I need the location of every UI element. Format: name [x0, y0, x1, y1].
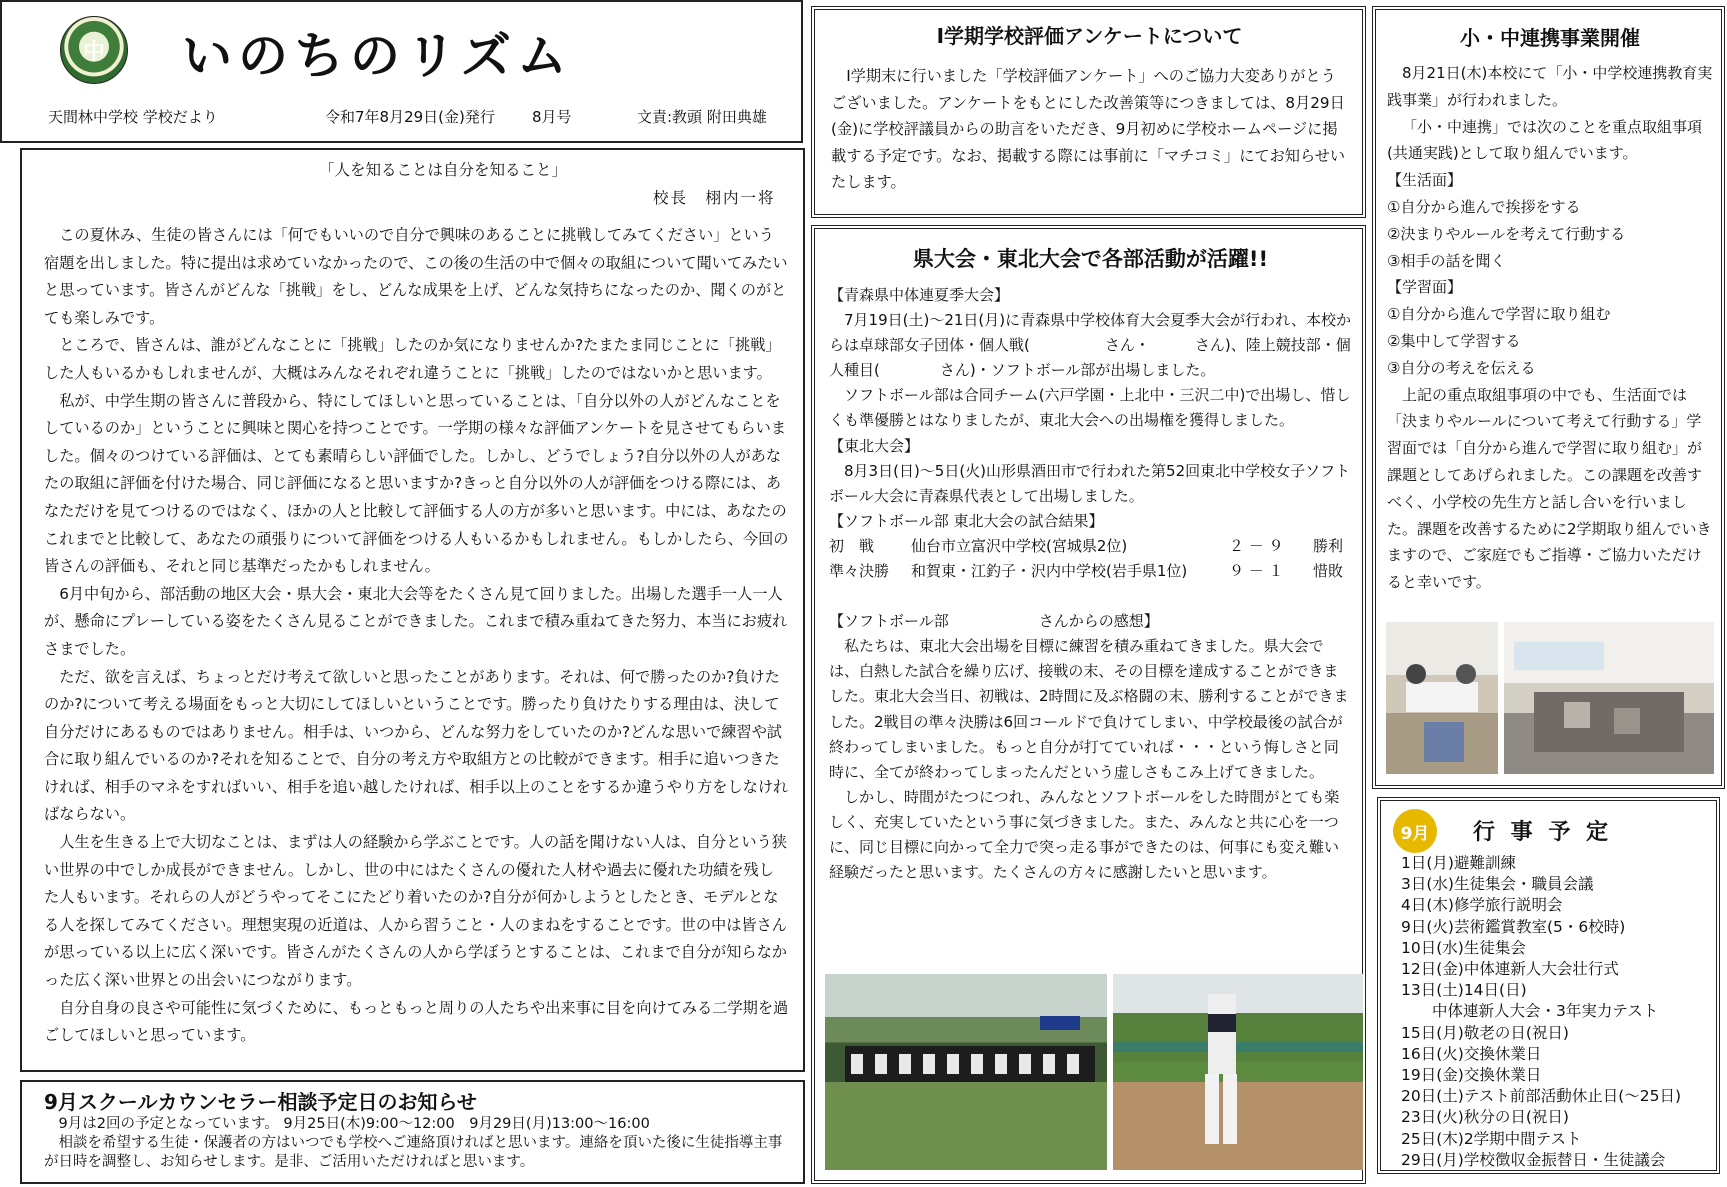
principal-paragraph: この夏休み、生徒の皆さんには「何でもいいので自分で興味のあることに挑戦してみてください」という宿題を出しました。特に提出は求めていなかったので、この後の生活の中で個々の取組について聞いてみたいと思っています。皆さんがどんな「挑戦」をし、どんな成果を上げ、どんな気持ちになったのか、聞くのがとても楽しみです。 — [44, 226, 788, 327]
person-shape — [1456, 664, 1476, 684]
clubs-section — [811, 225, 1366, 1184]
schedule-event: 13日(土)14日(日) — [1401, 981, 1527, 1000]
team-photo-figures — [825, 974, 1107, 1170]
schedule-event: 29日(月)学校徴収金振替日・生徒議会 — [1401, 1150, 1666, 1169]
renkei-item: ③相手の話を聞く — [1387, 251, 1506, 270]
result-round: 準々決勝 — [829, 562, 890, 581]
renkei-heading: 【生活面】 — [1387, 171, 1463, 190]
renkei-paragraph: 「小・中連携」では次のことを重点取組事項(共通実践)として取り組んでいます。 — [1387, 117, 1703, 163]
counselor-title: 9月スクールカウンセラー相談予定日のお知らせ — [44, 1090, 477, 1114]
clubs-body — [829, 283, 1352, 885]
renkei-photo-1 — [1386, 622, 1498, 774]
softball-pitcher-photo — [1113, 974, 1363, 1170]
pitcher-shirt-shape — [1208, 1014, 1236, 1032]
school-name: 天間林中学校 学校だより — [48, 108, 218, 126]
fence-shape — [1113, 1042, 1363, 1052]
schedule-title: 行 事 予 定 — [1473, 820, 1612, 845]
author: 文責:教頭 附田典雄 — [637, 108, 767, 126]
schedule-event: 12日(金)中体連新人大会壮行式 — [1401, 960, 1619, 979]
clubs-paragraph: しかし、時間がたつにつれ、みんなとソフトボールをした時間がとても楽しく、充実していたという事に気づきました。また、みんなと共に心を一つに、同じ目標に向かって全力で突っ走る事ができたのは、何事にも変え難い経験だったと思います。たくさんの方々に感謝したいと思います。 — [829, 787, 1340, 882]
principal-paragraph: 私が、中学生期の皆さんに普段から、特にしてほしいと思っていることは、「自分以外の人がどんなことをしているのか」ということに興味と関心を持つことです。一学期の様々な評価アンケートを見させてもらいました。個々のつけている評価は、とても素晴らしい評価でした。しかし、どうでしょう?自分以外の人があなたの取組に評価を付けた場合、同じ評価になると思いますか?きっと自分以外の人が評価をつける際には、あなただけを見てつけるのではなく、ほかの人と比較して評価する人の方が多いと思います。中には、あなたのこれまでと比較して、あなたの頑張りについて評価をつける人もいるかもしれません。もしかしたら、今回の皆さんの評価も、それと同じ基準だったかもしれません。 — [44, 391, 789, 576]
schedule-event: 23日(火)秋分の日(祝日) — [1401, 1108, 1569, 1127]
principal-body — [44, 222, 789, 1050]
schedule-section — [1377, 797, 1720, 1174]
schedule-event: 19日(金)交換休業日 — [1401, 1066, 1542, 1085]
principal-paragraph: 自分自身の良さや可能性に気づくために、もっともっと周りの人たちや出来事に目を向けてみる二学期を過ごしてほしいと思っています。 — [44, 998, 789, 1045]
tent-shape — [1040, 1016, 1080, 1030]
schedule-event: 20日(土)テスト前部活動休止日(～25日) — [1401, 1087, 1682, 1106]
school-emblem-icon: 中 — [60, 16, 128, 84]
survey-title: Ⅰ学期学校評価アンケートについて — [936, 24, 1243, 48]
softball-team-photo — [825, 974, 1107, 1170]
counselor-text: 相談を希望する生徒・保護者の方はいつでも学校へご連絡頂ければと思います。連絡を頂いた後に生徒指導主事が日時を調整し、お知らせします。是非、ご活用いただければと思います。 — [44, 1135, 783, 1170]
principal-paragraph: ところで、皆さんは、誰がどんなことに「挑戦」したのか気になりませんか?たまたま同じことに「挑戦」した人もいるかもしれませんが、大概はみんなそれぞれ違うことに「挑戦」したのではないかと思います。 — [44, 336, 781, 382]
crowd-shape — [1534, 692, 1684, 752]
renkei-paragraph: 8月21日(木)本校にて「小・中学校連携教育実践事業」が行われました。 — [1387, 64, 1713, 109]
schedule-event: 16日(火)交換休業日 — [1401, 1044, 1542, 1063]
crowd-shape — [1564, 702, 1590, 728]
principal-title: 「人を知ることは自分を知ること」 — [319, 161, 568, 179]
renkei-item: ①自分から進んで挨拶をする — [1387, 197, 1581, 216]
renkei-item: ③自分の考えを伝える — [1387, 358, 1536, 377]
schedule-list — [1401, 853, 1681, 1171]
principal-paragraph: 6月中旬から、部活動の地区大会・県大会・東北大会等をたくさん見て回りました。出場した選手一人一人が、懸命にプレーしている姿をたくさん見ることができました。これまで積み重ねてきた努力、本当にお疲れさまでした。 — [44, 584, 788, 658]
schedule-event: 中体連新人大会・3年実力テスト — [1401, 1002, 1659, 1021]
masthead-info — [48, 106, 767, 127]
result-round: 初 戦 — [829, 536, 875, 555]
clubs-heading: 【ソフトボール部 東北大会の試合結果】 — [829, 511, 1104, 530]
person-shape — [1406, 664, 1426, 684]
pitcher-leg-shape — [1205, 1074, 1219, 1144]
clubs-heading: 【東北大会】 — [829, 436, 920, 455]
result-outcome: 惜敗 — [1313, 562, 1344, 581]
month-badge-label: 9月 — [1400, 823, 1430, 844]
result-row — [829, 534, 1352, 559]
renkei-paragraph: 上記の重点取組事項の中でも、生活面では「決まりやルールについて考えて行動する」学習面では「自分から進んで学習に取り組む」が課題としてあげられました。この課題を改善すべく、小学校の先生方と話し合いを行いました。課題を改善するために2学期取り組んでいきますので、ご家庭でもご指導・ご協力いただけると幸いです。 — [1387, 385, 1712, 592]
result-outcome: 勝利 — [1313, 536, 1344, 555]
schedule-event: 15日(月)敬老の日(祝日) — [1401, 1023, 1569, 1042]
renkei-heading: 【学習面】 — [1387, 278, 1463, 297]
clubs-paragraph: ソフトボール部は合同チーム(六戸学園・上北中・三沢二中)で出場し、惜しくも準優勝とはなりましたが、東北大会への出場権を獲得しました。 — [829, 386, 1351, 430]
table-shape — [1406, 682, 1478, 712]
renkei-title: 小・中連携事業開催 — [1460, 26, 1640, 50]
meeting-figures — [1386, 622, 1498, 774]
result-score: ９ － １ — [1229, 562, 1284, 581]
issue-date: 令和7年8月29日(金)発行 — [325, 108, 495, 126]
counselor-notice — [20, 1080, 805, 1184]
clubs-paragraph: 私たちは、東北大会出場を目標に練習を積み重ねてきました。県大会では、白熱した試合を繰り広げ、接戦の末、その目標を達成することができました。東北大会当日、初戦は、2時間に及ぶ格闘の末、勝利することができました。2戦目の準々決勝は6回コールドで負けてしまい、中学校最後の試合が終わってしまいました。もっと自分が打てていれば・・・という悔しさと同時に、全てが終わってしまったんだという虚しさもこみ上げてきました。 — [829, 637, 1349, 781]
survey-body: Ⅰ学期末に行いました「学校評価アンケート」へのご協力大変ありがとうございました。アンケートをもとにした改善策等につきましては、8月29日(金)に学校評議員からの助言をいただき、9月初めに学校ホームページに掲載する予定です。なお、掲載する際には事前に「マチコミ」にてお知らせいたします。 — [831, 67, 1346, 191]
clubs-title: 県大会・東北大会で各部活動が活躍!! — [912, 247, 1269, 271]
renkei-photo-2 — [1504, 622, 1714, 774]
counselor-schedule: 9月は2回の予定となっています。 9月25日(木)9:00～12:00 9月29日(月)13:00～16:00 — [58, 1116, 650, 1132]
result-row — [829, 559, 1352, 584]
schedule-event: 25日(木)2学期中間テスト — [1401, 1129, 1582, 1148]
masthead — [0, 0, 803, 143]
newsletter-title: いのちのリズム — [182, 26, 573, 85]
result-opponent: 仙台市立富沢中学校(宮城県2位) — [911, 536, 1128, 555]
pitcher-figure — [1113, 974, 1363, 1170]
clubs-heading: 【ソフトボール部 さんからの感想】 — [829, 612, 1159, 631]
renkei-item: ①自分から進んで学習に取り組む — [1387, 305, 1611, 324]
schedule-event: 4日(木)修学旅行説明会 — [1401, 896, 1563, 915]
window-shape — [1514, 642, 1604, 670]
pitcher-body-shape — [1208, 994, 1236, 1074]
schedule-event: 10日(水)生徒集会 — [1401, 938, 1526, 957]
principal-byline: 校長 栩内一将 — [653, 189, 776, 207]
principal-paragraph: 人生を生きる上で大切なことは、まずは人の経験から学ぶことです。人の話を聞けない人は、自分という狭い世界の中でしか成長ができません。しかし、世の中にはたくさんの優れた人材や過去に優れた功績を残した人もいます。それらの人がどうやってそこにたどり着いたのか?自分が何かしようとしたとき、モデルとなる人を探してみてください。理想実現の近道は、人から習うこと・人のまねをすることです。世の中は皆さんが思っている以上に広く深いです。皆さんがたくさんの人から学ぼうとすることは、これまで自分が知らなかった広く深い世界との出会いにつながります。 — [44, 833, 787, 990]
clubs-paragraph: 7月19日(土)～21日(月)に青森県中学校体育大会夏季大会が行われ、本校からは卓球部女子団体・個人戦( さん・ さん)、陸上競技部・個人種目( さん)・ソフトボール部が出場しました。 — [829, 311, 1352, 380]
clubs-heading: 【青森県中体連夏季大会】 — [829, 286, 1010, 304]
principal-paragraph: ただ、欲を言えば、ちょっとだけ考えて欲しいと思ったことがあります。それは、何で勝ったのか?負けたのか?について考える場面をもっと大切にしてほしいということです。勝ったり負けたりする理由は、決して自分だけにあるものではありません。相手は、いつから、どんな努力をしていたのか?どんな思いで練習や試合に取り組んでいるのか?それを知ることで、自分の考え方や取組方との比較ができます。相手に追いつきたければ、相手のマネをすればいい、相手を追い越したければ、相手以上のことをするか違うやり方をしなければならない。 — [44, 667, 789, 824]
month-badge-icon — [1393, 809, 1437, 853]
schedule-event: 9日(火)芸術鑑賞教室(5・6校時) — [1401, 917, 1626, 936]
renkei-item: ②決まりやルールを考えて行動する — [1387, 224, 1626, 243]
pitcher-leg-shape — [1223, 1074, 1237, 1144]
classroom-figures — [1504, 622, 1714, 774]
principal-column — [20, 148, 805, 1072]
clubs-paragraph: 8月3日(日)～5日(火)山形県酒田市で行われた第52回東北中学校女子ソフトボール大会に青森県代表として出場しました。 — [829, 461, 1351, 505]
crowd-shape — [1614, 708, 1640, 734]
schedule-event: 1日(月)避難訓練 — [1401, 854, 1516, 872]
issue-number: 8月号 — [532, 108, 572, 126]
renkei-body — [1387, 60, 1713, 596]
survey-section — [811, 6, 1366, 218]
renkei-item: ②集中して学習する — [1387, 331, 1521, 350]
renkei-section — [1372, 6, 1725, 789]
person-shape — [1424, 722, 1464, 762]
schedule-event: 3日(水)生徒集会・職員会議 — [1401, 875, 1594, 894]
result-score: ２ － ９ — [1229, 536, 1284, 555]
result-opponent: 和賀東・江釣子・沢内中学校(岩手県1位) — [911, 562, 1188, 581]
